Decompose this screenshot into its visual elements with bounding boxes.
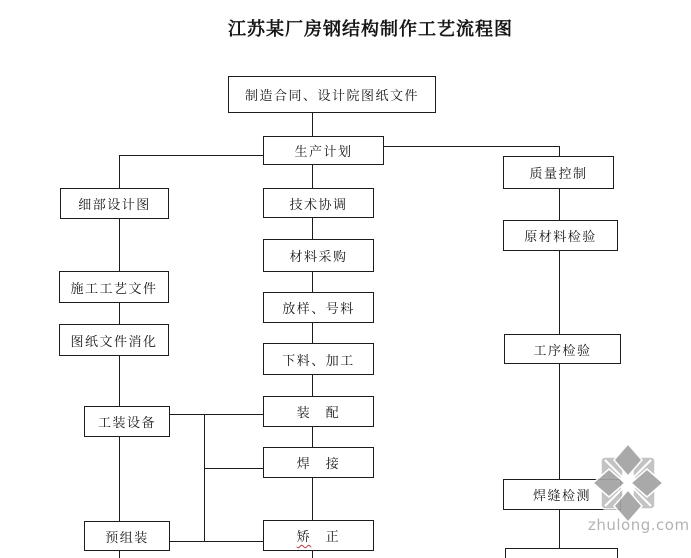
node-lofting-marking-label: 放样、号料 [282, 302, 355, 317]
connector-branch-vertical [204, 414, 205, 541]
node-construction-process-docs-label: 施工工艺文件 [70, 281, 158, 297]
connector-preassembly-to-correction [170, 541, 263, 542]
connector-branch-to-welding [204, 468, 263, 469]
connector-tooling-to-preassembly [119, 437, 120, 521]
node-tooling-equipment-label: 工装设备 [97, 416, 156, 431]
node-contract-drawings-label: 制造合同、设计院图纸文件 [244, 89, 419, 104]
connector-digestion-to-tooling [119, 356, 120, 406]
connector-material-to-lofting [312, 272, 313, 292]
connector-lofting-to-cutting [312, 323, 313, 343]
connector-detail-to-procdocs [119, 219, 120, 271]
connector-processinsp-to-weldinsp [559, 364, 560, 479]
node-lofting-marking [263, 292, 374, 323]
node-weld-inspection-label: 焊缝检测 [532, 489, 591, 504]
connector-plan-to-tech [312, 165, 313, 188]
connector-correction-down [312, 551, 313, 558]
node-welding [263, 447, 374, 478]
node-welding-label: 焊 接 [296, 457, 341, 472]
node-correction [263, 520, 374, 551]
node-process-inspection [504, 334, 621, 364]
connector-welding-to-correction [312, 478, 313, 520]
node-cutting-processing [263, 343, 374, 375]
node-detail-design-label: 细部设计图 [78, 198, 151, 213]
connector-plan-to-left-column [119, 155, 263, 156]
node-tooling-equipment [84, 406, 170, 437]
node-drawing-digestion [59, 324, 169, 356]
node-contract-drawings [228, 76, 436, 113]
node-quality-control [503, 156, 614, 189]
connector-weldinsp-down [559, 510, 560, 548]
node-construction-process-docs [59, 271, 169, 303]
node-assembly-label: 装 配 [296, 406, 341, 421]
node-production-plan [263, 136, 384, 165]
connector-preassembly-down [119, 551, 120, 558]
node-assembly [263, 396, 374, 427]
connector-left-to-detail-design [119, 155, 120, 188]
connector-assembly-to-welding [312, 427, 313, 447]
node-raw-material-inspection [503, 220, 618, 251]
node-process-inspection-label: 工序检验 [533, 343, 592, 359]
connector-plan-to-right-column [384, 146, 560, 147]
flowchart-title: 江苏某厂房钢结构制作工艺流程图 [228, 19, 513, 40]
node-tech-coordination-label: 技术协调 [289, 197, 348, 213]
pinwheel-compass-icon [593, 444, 663, 522]
connector-tech-to-material [312, 218, 313, 239]
connector-contract-to-plan [312, 113, 313, 136]
node-quality-control-label: 质量控制 [529, 167, 588, 182]
connector-cutting-to-assembly [312, 375, 313, 396]
connector-rawmat-to-processinsp [559, 251, 560, 334]
node-bottom-right-clipped [505, 548, 618, 558]
watermark-text: zhulong.com [588, 516, 690, 534]
node-correction-label [297, 526, 341, 545]
node-pre-assembly-label: 预组装 [105, 530, 149, 546]
node-drawing-digestion-label: 图纸文件消化 [70, 334, 158, 350]
connector-tooling-to-assembly [170, 414, 263, 415]
node-raw-material-inspection-label: 原材料检验 [524, 230, 597, 245]
node-cutting-processing-label: 下料、加工 [282, 353, 355, 369]
node-tech-coordination [263, 188, 374, 218]
spellcheck-marked-char: 矫 [296, 530, 312, 545]
node-material-procurement [263, 239, 374, 272]
connector-right-to-quality [559, 146, 560, 156]
node-pre-assembly [84, 521, 170, 551]
node-detail-design [60, 188, 169, 219]
node-correction-label-rest: 正 [311, 530, 341, 545]
connector-quality-to-rawmat [559, 189, 560, 220]
node-material-procurement-label: 材料采购 [289, 250, 348, 265]
node-production-plan-label: 生产计划 [294, 145, 353, 160]
connector-procdocs-to-digestion [119, 303, 120, 324]
